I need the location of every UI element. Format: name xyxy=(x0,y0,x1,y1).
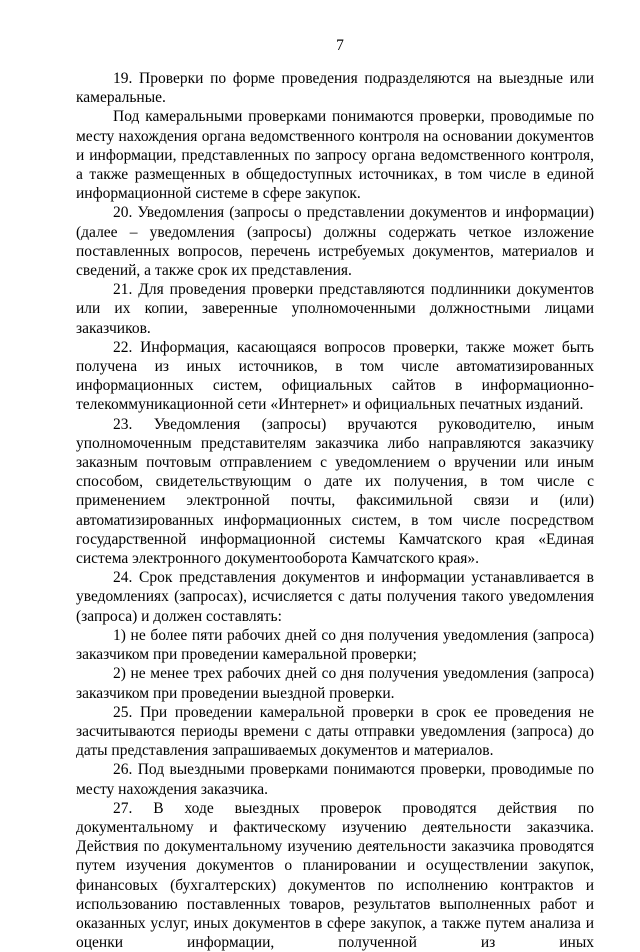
paragraph-24: 24. Срок представления документов и информации устанавливается в уведомлениях (запросах), исчисляется с даты получения такого уведомления (запроса) и должен составлять: xyxy=(76,569,594,625)
paragraph-27: 27. В ходе выездных проверок проводятся действия по документальному и фактическому изучению деятельности заказчика. Действия по документальному изучению деятельности заказчика проводятся путем изучения документов о планировании и осуществлении закупок, финансовых (бухгалтерских) документов по исполнению контрактов и использованию поставленных товаров, результатов выполненных работ и оказанных услуг, иных документов в сфере закупок, а также путем анализа и оценки информации, полученной из иных xyxy=(76,799,594,952)
paragraph-21: 21. Для проведения проверки представляются подлинники документов или их копии, заверенные уполномоченными должностными лицами заказчиков. xyxy=(76,281,594,337)
paragraph-26: 26. Под выездными проверками понимаются проверки, проводимые по месту нахождения заказчика. xyxy=(76,761,594,798)
paragraph-24-item-1: 1) не более пяти рабочих дней со дня получения уведомления (запроса) заказчиком при проведении камеральной проверки; xyxy=(76,626,594,664)
page-number: 7 xyxy=(336,37,344,54)
paragraph-20: 20. Уведомления (запросы о представлении документов и информации) (далее – уведомления (запросы) должны содержать четкое изложение поставленных вопросов, перечень истребуемых документов, материалов и сведений, а также срок их представления. xyxy=(76,204,594,280)
paragraph-22: 22. Информация, касающаяся вопросов проверки, также может быть получена из иных источников, в том числе автоматизированных информационных систем, официальных сайтов в информационно-телекоммуникационной сети «Интернет» и официальных печатных изданий. xyxy=(76,338,594,414)
paragraph-25: 25. При проведении камеральной проверки в срок ее проведения не засчитываются периоды времени с даты отправки уведомления (запроса) до даты представления запрашиваемых документов и материалов. xyxy=(76,703,594,760)
paragraph-19: 19. Проверки по форме проведения подразделяются на выездные или камеральные. xyxy=(76,70,594,107)
paragraph-desk-audit-definition: Под камеральными проверками понимаются проверки, проводимые по месту нахождения органа ведомственного контроля на основании документов и информации, представленных по запросу органа ведомственного контроля, а также размещенных в общедоступных источниках, в том числе в единой информационной системе в сфере закупок. xyxy=(76,108,594,203)
paragraph-23: 23. Уведомления (запросы) вручаются руководителю, иным уполномоченным представителям заказчика либо направляются заказчику заказным почтовым отправлением с уведомлением о вручении или иным способом, свидетельствующим о дате их получения, в том числе с применением электронной почты, факсимильной связи и (или) автоматизированных информационных систем, в том числе посредством государственной информационной системы Камчатского края «Единая система электронного документооборота Камчатского края». xyxy=(76,415,594,568)
paragraph-24-item-2: 2) не менее трех рабочих дней со дня получения уведомления (запроса) заказчиком при проведении выездной проверки. xyxy=(76,665,594,702)
